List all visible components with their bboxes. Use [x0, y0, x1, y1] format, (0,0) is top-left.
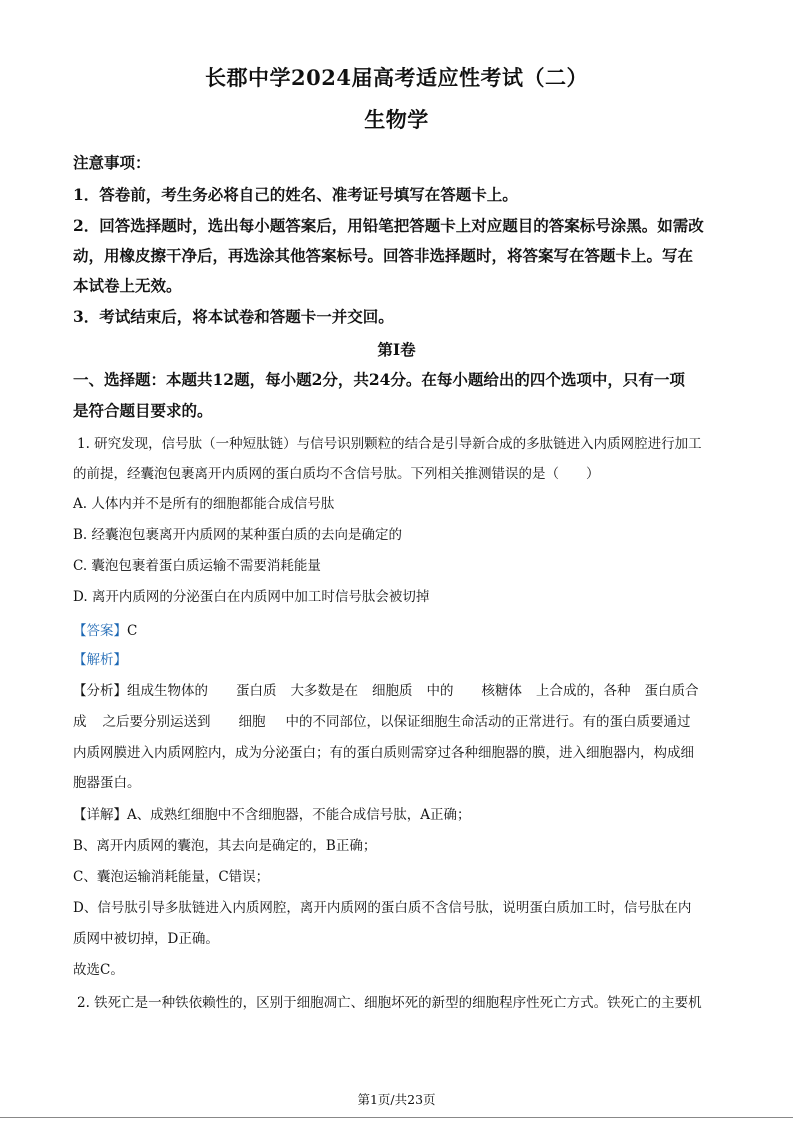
subject-title: 生物学 [364, 107, 429, 132]
analysis-tag: 【解析】 [73, 652, 127, 668]
detail-text: A、成熟红细胞中不含细胞器，不能合成信号肽，A正确； [127, 807, 471, 823]
question-1-option-b: B. 经囊泡包裹离开内质网的某种蛋白质的去向是确定的 [73, 527, 403, 543]
fenxi-text: 核糖体 [481, 683, 522, 699]
analysis-line [73, 648, 733, 668]
detail-line-c: C、囊泡运输消耗能量，C错误； [73, 869, 270, 885]
fenxi-text: 中的 [426, 683, 454, 699]
fenxi-line-4: 胞器蛋白。 [73, 775, 141, 791]
notice-item-2-line-3: 本试卷上无效。 [73, 276, 182, 295]
exam-title: 长郡中学2024届高考适应性考试（二） [205, 65, 588, 90]
fenxi-tag: 【分析】 [73, 683, 127, 699]
fenxi-text: 中的不同部位，以保证细胞生命活动的正常进行。有的蛋白质要通过 [285, 714, 691, 730]
detail-line-a [73, 803, 733, 823]
detail-line-d-2: 质网中被切掉，D正确。 [73, 931, 219, 947]
question-1-stem-line-1: 1. 研究发现，信号肽（一种短肽链）与信号识别颗粒的结合是引导新合成的多肽链进入内质网腔进行加工 [77, 436, 702, 452]
page-number: 第1页/共23页 [357, 1092, 436, 1107]
section-heading-line-2: 是符合题目要求的。 [73, 401, 213, 420]
conclusion-line: 故选C。 [73, 962, 124, 978]
bottom-divider [0, 1117, 793, 1118]
volume-heading: 第I卷 [377, 340, 416, 359]
detail-tag: 【详解】 [73, 807, 127, 823]
fenxi-text: 蛋白质合 [644, 683, 699, 699]
fenxi-text: 细胞质 [372, 683, 413, 699]
question-2-stem-line-1: 2. 铁死亡是一种铁依赖性的，区别于细胞凋亡、细胞坏死的新型的细胞程序性死亡方式。铁死亡的主要机 [77, 995, 702, 1011]
fenxi-text: 蛋白质 [236, 683, 277, 699]
notice-item-2-line-2: 动，用橡皮擦干净后，再选涂其他答案标号。回答非选择题时，将答案写在答题卡上。写在 [73, 246, 694, 265]
fenxi-text: 组成生物体的 [127, 683, 208, 699]
detail-line-d-1: D、信号肽引导多肽链进入内质网腔，离开内质网的蛋白质不含信号肽，说明蛋白质加工时，信号肽在内 [73, 900, 692, 916]
answer-value: C [127, 623, 138, 639]
answer-line [73, 619, 733, 639]
notice-item-1: 1．答卷前，考生务必将自己的姓名、准考证号填写在答题卡上。 [73, 185, 518, 204]
section-heading-line-1: 一、选择题：本题共12题，每小题2分，共24分。在每小题给出的四个选项中，只有一项 [73, 370, 685, 389]
fenxi-text: 之后要分别运送到 [102, 714, 211, 730]
fenxi-text: 上合成的，各种 [536, 683, 631, 699]
question-1-stem-line-2: 的前提，经囊泡包裹离开内质网的蛋白质均不含信号肽。下列相关推测错误的是（ ） [73, 466, 600, 482]
fenxi-line-3: 内质网膜进入内质网腔内，成为分泌蛋白；有的蛋白质则需穿过各种细胞器的膜，进入细胞器内，构成细 [73, 745, 694, 761]
answer-tag: 【答案】 [73, 623, 127, 639]
notice-item-3: 3．考试结束后，将本试卷和答题卡一并交回。 [73, 307, 394, 326]
notice-heading: 注意事项： [73, 153, 151, 172]
fenxi-text: 成 [73, 714, 87, 730]
question-1-option-a: A. 人体内并不是所有的细胞都能合成信号肽 [73, 496, 335, 512]
fenxi-text: 大多数是在 [290, 683, 358, 699]
question-1-option-c: C. 囊泡包裹着蛋白质运输不需要消耗能量 [73, 558, 321, 574]
fenxi-text: 细胞 [238, 714, 266, 730]
detail-line-b: B、离开内质网的囊泡，其去向是确定的，B正确； [73, 838, 377, 854]
notice-item-2-line-1: 2．回答选择题时，选出每小题答案后，用铅笔把答题卡上对应题目的答案标号涂黑。如需改 [73, 216, 704, 235]
fenxi-line-2 [73, 710, 733, 730]
question-1-option-d: D. 离开内质网的分泌蛋白在内质网中加工时信号肽会被切掉 [73, 589, 430, 605]
fenxi-line-1 [73, 679, 733, 699]
